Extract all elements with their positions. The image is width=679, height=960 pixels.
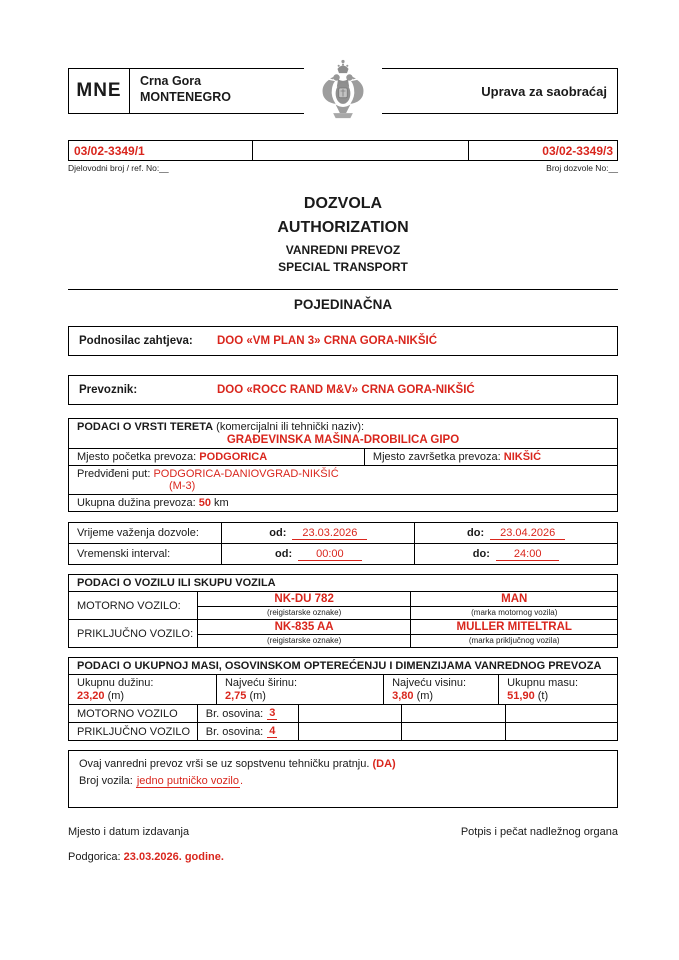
height-cell bbox=[384, 675, 499, 704]
length-unit: (m) bbox=[107, 690, 125, 702]
country-name-local: Crna Gora bbox=[140, 74, 202, 88]
cargo-header-note: (komercijalni ili tehnički naziv): bbox=[213, 421, 365, 433]
od-label: od: bbox=[269, 527, 287, 539]
issue-date: 23.03.2026. godine. bbox=[123, 851, 224, 863]
trailer-axles-cell bbox=[198, 723, 299, 740]
country-names bbox=[130, 69, 231, 113]
cargo-end-value: NIKŠIĆ bbox=[503, 451, 542, 463]
ref-number-left: 03/02-3349/1 bbox=[69, 141, 253, 160]
escort-vehicles-label: Broj vozila: bbox=[79, 774, 133, 787]
trailer-axles-row-label: PRIKLJUČNO VOZILO bbox=[69, 723, 198, 740]
empty-cell bbox=[506, 705, 617, 722]
reference-number-row bbox=[68, 140, 618, 161]
cargo-distance-row bbox=[69, 495, 617, 511]
applicant-section bbox=[68, 326, 618, 356]
permit-type: POJEDINAČNA bbox=[293, 297, 393, 312]
height-label: Najveću visinu: bbox=[392, 677, 467, 689]
empty-cell bbox=[506, 723, 617, 740]
vehicle-section bbox=[68, 574, 618, 648]
validity-to-cell bbox=[415, 527, 617, 540]
mass-label: Ukupnu masu: bbox=[507, 677, 579, 689]
validity-period-row bbox=[69, 523, 617, 543]
validity-period-label: Vrijeme važenja dozvole: bbox=[69, 523, 222, 543]
motor-brand-value: MAN bbox=[411, 592, 617, 607]
escort-vehicles-suffix: . bbox=[239, 774, 244, 787]
dimensions-values-row bbox=[69, 674, 617, 704]
escort-line2 bbox=[79, 773, 607, 790]
cargo-distance-value: 50 bbox=[198, 497, 211, 509]
trailer-brand-value: MULLER MITELTRAL bbox=[411, 620, 617, 635]
mass-value: 51,90 bbox=[507, 690, 535, 702]
reference-captions bbox=[68, 163, 618, 173]
width-unit: (m) bbox=[249, 690, 266, 702]
cargo-route-value: PODGORICA-DANIOVGRAD-NIKŠIĆ bbox=[153, 468, 339, 480]
title-authorization: AUTHORIZATION bbox=[277, 219, 409, 236]
mass-unit: (t) bbox=[537, 690, 549, 702]
subtitle-vanredni-prevoz: VANREDNI PREVOZ bbox=[285, 243, 401, 257]
cargo-route-row bbox=[69, 466, 617, 495]
length-cell bbox=[69, 675, 217, 704]
cargo-start-cell bbox=[69, 449, 365, 465]
interval-time-to: 24:00 bbox=[496, 548, 560, 561]
cargo-end-label: Mjesto završetka prevoza: bbox=[372, 451, 501, 463]
trailer-axles-value: 4 bbox=[269, 725, 276, 737]
cargo-start-label: Mjesto početka prevoza: bbox=[77, 451, 197, 463]
interval-label: Vremenski interval: bbox=[69, 544, 222, 564]
od-label-2: od: bbox=[275, 548, 293, 560]
cargo-places-row bbox=[69, 449, 617, 466]
motor-axles-row-label: MOTORNO VOZILO bbox=[69, 705, 198, 722]
do-label: do: bbox=[467, 527, 485, 539]
trailer-vehicle-label: PRIKLJUČNO VOZILO: bbox=[69, 620, 198, 647]
country-code-cell: MNE bbox=[69, 69, 130, 113]
trailer-brand-caption: (marka priključnog vozila) bbox=[468, 636, 560, 645]
document-titles bbox=[68, 195, 618, 274]
cargo-end-cell bbox=[365, 449, 617, 465]
empty-cell bbox=[402, 723, 506, 740]
width-cell bbox=[217, 675, 384, 704]
subtitle-special-transport: SPECIAL TRANSPORT bbox=[278, 260, 408, 274]
cargo-start-value: PODGORICA bbox=[199, 451, 268, 463]
issue-date-line bbox=[68, 851, 618, 863]
motor-plate-caption: (reigistarske oznake) bbox=[267, 608, 342, 617]
applicant-value: DOO «VM PLAN 3» CRNA GORA-NIKŠIĆ bbox=[217, 335, 438, 347]
cargo-route-line1 bbox=[77, 468, 609, 480]
motor-plate-cell bbox=[198, 592, 412, 619]
interval-time-from: 00:00 bbox=[298, 548, 362, 561]
length-label: Ukupnu dužinu: bbox=[77, 677, 154, 689]
trailer-plate-value: NK-835 AA bbox=[198, 620, 411, 635]
motor-axles-cell bbox=[198, 705, 299, 722]
issue-place: Podgorica: bbox=[68, 851, 121, 863]
trailer-plate-cell bbox=[198, 620, 412, 647]
trailer-axles-row bbox=[69, 722, 617, 740]
authorization-document bbox=[68, 68, 618, 863]
motor-brand-caption: (marka motornog vozila) bbox=[471, 608, 558, 617]
dimensions-section bbox=[68, 657, 618, 741]
dimensions-section-header: PODACI O UKUPNOJ MASI, OSOVINSKOM OPTEREĆENJU I DIMENZIJAMA VANREDNOG PREVOZA bbox=[77, 660, 602, 672]
ref-middle-cell bbox=[253, 141, 469, 160]
mass-cell bbox=[499, 675, 617, 704]
escort-answer: (DA) bbox=[372, 758, 396, 770]
time-interval-row bbox=[69, 543, 617, 564]
cargo-distance-unit: km bbox=[214, 497, 229, 509]
interval-from-cell bbox=[222, 544, 415, 564]
ref-caption-left: Djelovodni broj / ref. No:__ bbox=[68, 163, 169, 173]
cargo-header-title: PODACI O VRSTI TERETA bbox=[77, 421, 214, 433]
motor-plate-value: NK-DU 782 bbox=[198, 592, 411, 607]
validity-section bbox=[68, 522, 618, 565]
validity-from-cell bbox=[222, 523, 415, 543]
cargo-route-label: Predviđeni put: bbox=[77, 468, 151, 480]
country-name-en: MONTENEGRO bbox=[140, 89, 231, 104]
motor-axles-label: Br. osovina: bbox=[205, 707, 264, 720]
authority-name: Uprava za saobraćaj bbox=[481, 83, 607, 99]
ref-number-right: 03/02-3349/3 bbox=[542, 143, 613, 158]
signature-label: Potpis i pečat nadležnog organa bbox=[460, 826, 618, 838]
applicant-label: Podnosilac zahtjeva: bbox=[79, 335, 193, 347]
cargo-header bbox=[69, 419, 617, 433]
cargo-route-line2: (M-3) bbox=[169, 480, 196, 492]
escort-vehicles-value: jedno putničko vozilo bbox=[136, 774, 239, 787]
carrier-label: Prevoznik: bbox=[79, 384, 138, 396]
width-label: Najveću širinu: bbox=[224, 677, 298, 689]
length-value: 23,20 bbox=[77, 690, 105, 702]
height-unit: (m) bbox=[416, 690, 434, 702]
empty-cell bbox=[299, 705, 402, 722]
motor-axles-row bbox=[69, 704, 617, 722]
title-divider bbox=[68, 289, 618, 290]
escort-line1 bbox=[79, 756, 607, 773]
trailer-axles-label: Br. osovina: bbox=[205, 725, 264, 738]
carrier-section bbox=[68, 375, 618, 405]
empty-cell bbox=[299, 723, 402, 740]
interval-to-cell bbox=[415, 548, 617, 561]
document-header bbox=[68, 68, 618, 114]
empty-cell bbox=[402, 705, 506, 722]
footer-labels bbox=[68, 826, 618, 838]
do-label-2: do: bbox=[472, 548, 490, 560]
vehicle-section-header: PODACI O VOZILU ILI SKUPU VOZILA bbox=[77, 577, 276, 589]
title-dozvola: DOZVOLA bbox=[303, 195, 383, 212]
escort-section bbox=[68, 750, 618, 808]
trailer-plate-caption: (reigistarske oznake) bbox=[267, 636, 342, 645]
motor-axles-value: 3 bbox=[269, 707, 276, 719]
motor-vehicle-label: MOTORNO VOZILO: bbox=[69, 592, 198, 619]
cargo-distance-label: Ukupna dužina prevoza: bbox=[77, 497, 196, 509]
validity-date-from: 23.03.2026 bbox=[292, 527, 367, 540]
coat-of-arms-icon bbox=[304, 59, 382, 123]
trailer-brand-cell bbox=[411, 620, 617, 647]
validity-date-to: 23.04.2026 bbox=[490, 527, 565, 540]
escort-statement: Ovaj vanredni prevoz vrši se uz sopstvenu tehničku pratnju. bbox=[79, 758, 370, 770]
place-date-label: Mjesto i datum izdavanja bbox=[68, 826, 190, 838]
width-value: 2,75 bbox=[224, 690, 247, 702]
cargo-section bbox=[68, 418, 618, 512]
carrier-value: DOO «ROCC RAND M&V» CRNA GORA-NIKŠIĆ bbox=[217, 384, 475, 396]
trailer-vehicle-row bbox=[69, 619, 617, 647]
motor-brand-cell bbox=[411, 592, 617, 619]
ref-caption-right: Broj dozvole No:__ bbox=[546, 163, 618, 173]
cargo-name: GRAĐEVINSKA MAŠINA-DROBILICA GIPO bbox=[69, 433, 617, 449]
height-value: 3,80 bbox=[392, 690, 414, 702]
motor-vehicle-row bbox=[69, 591, 617, 619]
